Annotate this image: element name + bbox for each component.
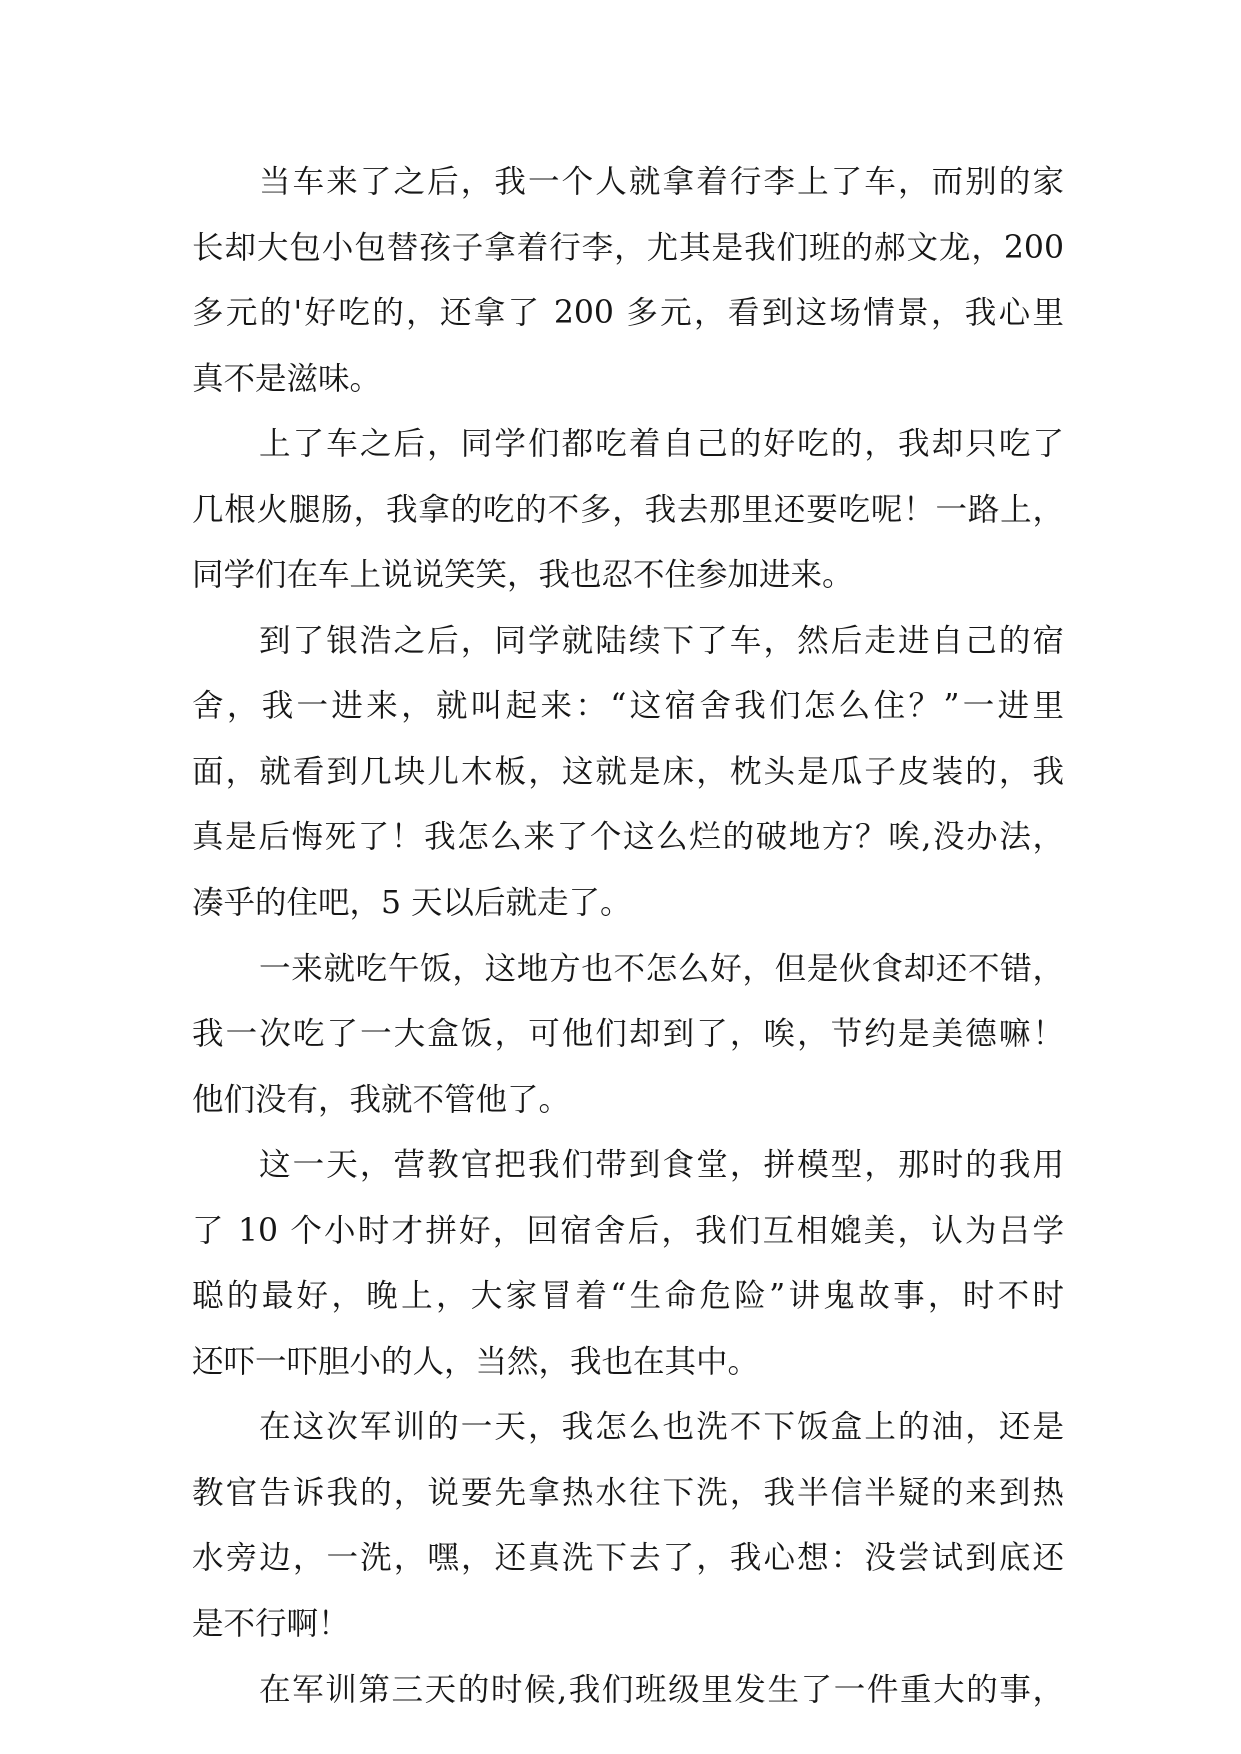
text-line: 舍，我一进来，就叫起来：“这宿舍我们怎么住？”一进里 — [192, 688, 1064, 725]
text-line: 上了车之后，同学们都吃着自己的好吃的，我却只吃了 — [259, 426, 1064, 463]
body-text — [192, 150, 1064, 1723]
text-line: 真不是滋味。 — [192, 360, 382, 397]
text-line: 教官告诉我的，说要先拿热水往下洗，我半信半疑的来到热 — [192, 1474, 1064, 1511]
text-line: 真是后悔死了！我怎么来了个这么烂的破地方？唉,没办法， — [192, 819, 1064, 856]
text-line: 水旁边，一洗，嘿，还真洗下去了，我心想：没尝试到底还 — [192, 1540, 1064, 1577]
text-line: 我一次吃了一大盒饭，可他们却到了，唉，节约是美德嘛！ — [192, 1016, 1064, 1053]
text-line: 几根火腿肠，我拿的吃的不多，我去那里还要吃呢！一路上， — [192, 491, 1064, 528]
text-line: 这一天，营教官把我们带到食堂，拼模型，那时的我用 — [259, 1147, 1064, 1184]
text-line: 当车来了之后，我一个人就拿着行李上了车，而别的家 — [259, 164, 1064, 200]
text-line: 长却大包小包替孩子拿着行李，尤其是我们班的郝文龙，200 — [192, 229, 1064, 266]
text-line: 一来就吃午饭，这地方也不怎么好，但是伙食却还不错， — [259, 950, 1064, 987]
text-line: 他们没有，我就不管他了。 — [192, 1081, 571, 1118]
text-line: 到了银浩之后，同学就陆续下了车，然后走进自己的宿 — [259, 622, 1064, 659]
text-line: 在这次军训的一天，我怎么也洗不下饭盒上的油，还是 — [259, 1409, 1064, 1446]
text-line: 了 10 个小时才拼好，回宿舍后，我们互相媲美，认为吕学 — [192, 1212, 1064, 1249]
text-line: 还吓一吓胆小的人，当然，我也在其中。 — [192, 1343, 760, 1380]
text-line: 多元的'好吃的，还拿了 200 多元，看到这场情景，我心里 — [192, 295, 1064, 332]
text-line: 是不行啊！ — [192, 1606, 350, 1643]
text-line: 同学们在车上说说笑笑，我也忍不住参加进来。 — [192, 557, 854, 594]
text-line: 面，就看到几块儿木板，这就是床，枕头是瓜子皮装的，我 — [192, 753, 1064, 790]
text-line: 聪的最好，晚上，大家冒着“生命危险”讲鬼故事，时不时 — [192, 1278, 1064, 1315]
text-line: 在军训第三天的时候,我们班级里发生了一件重大的事， — [259, 1671, 1064, 1708]
text-line: 凑乎的住吧，5 天以后就走了。 — [192, 885, 632, 922]
